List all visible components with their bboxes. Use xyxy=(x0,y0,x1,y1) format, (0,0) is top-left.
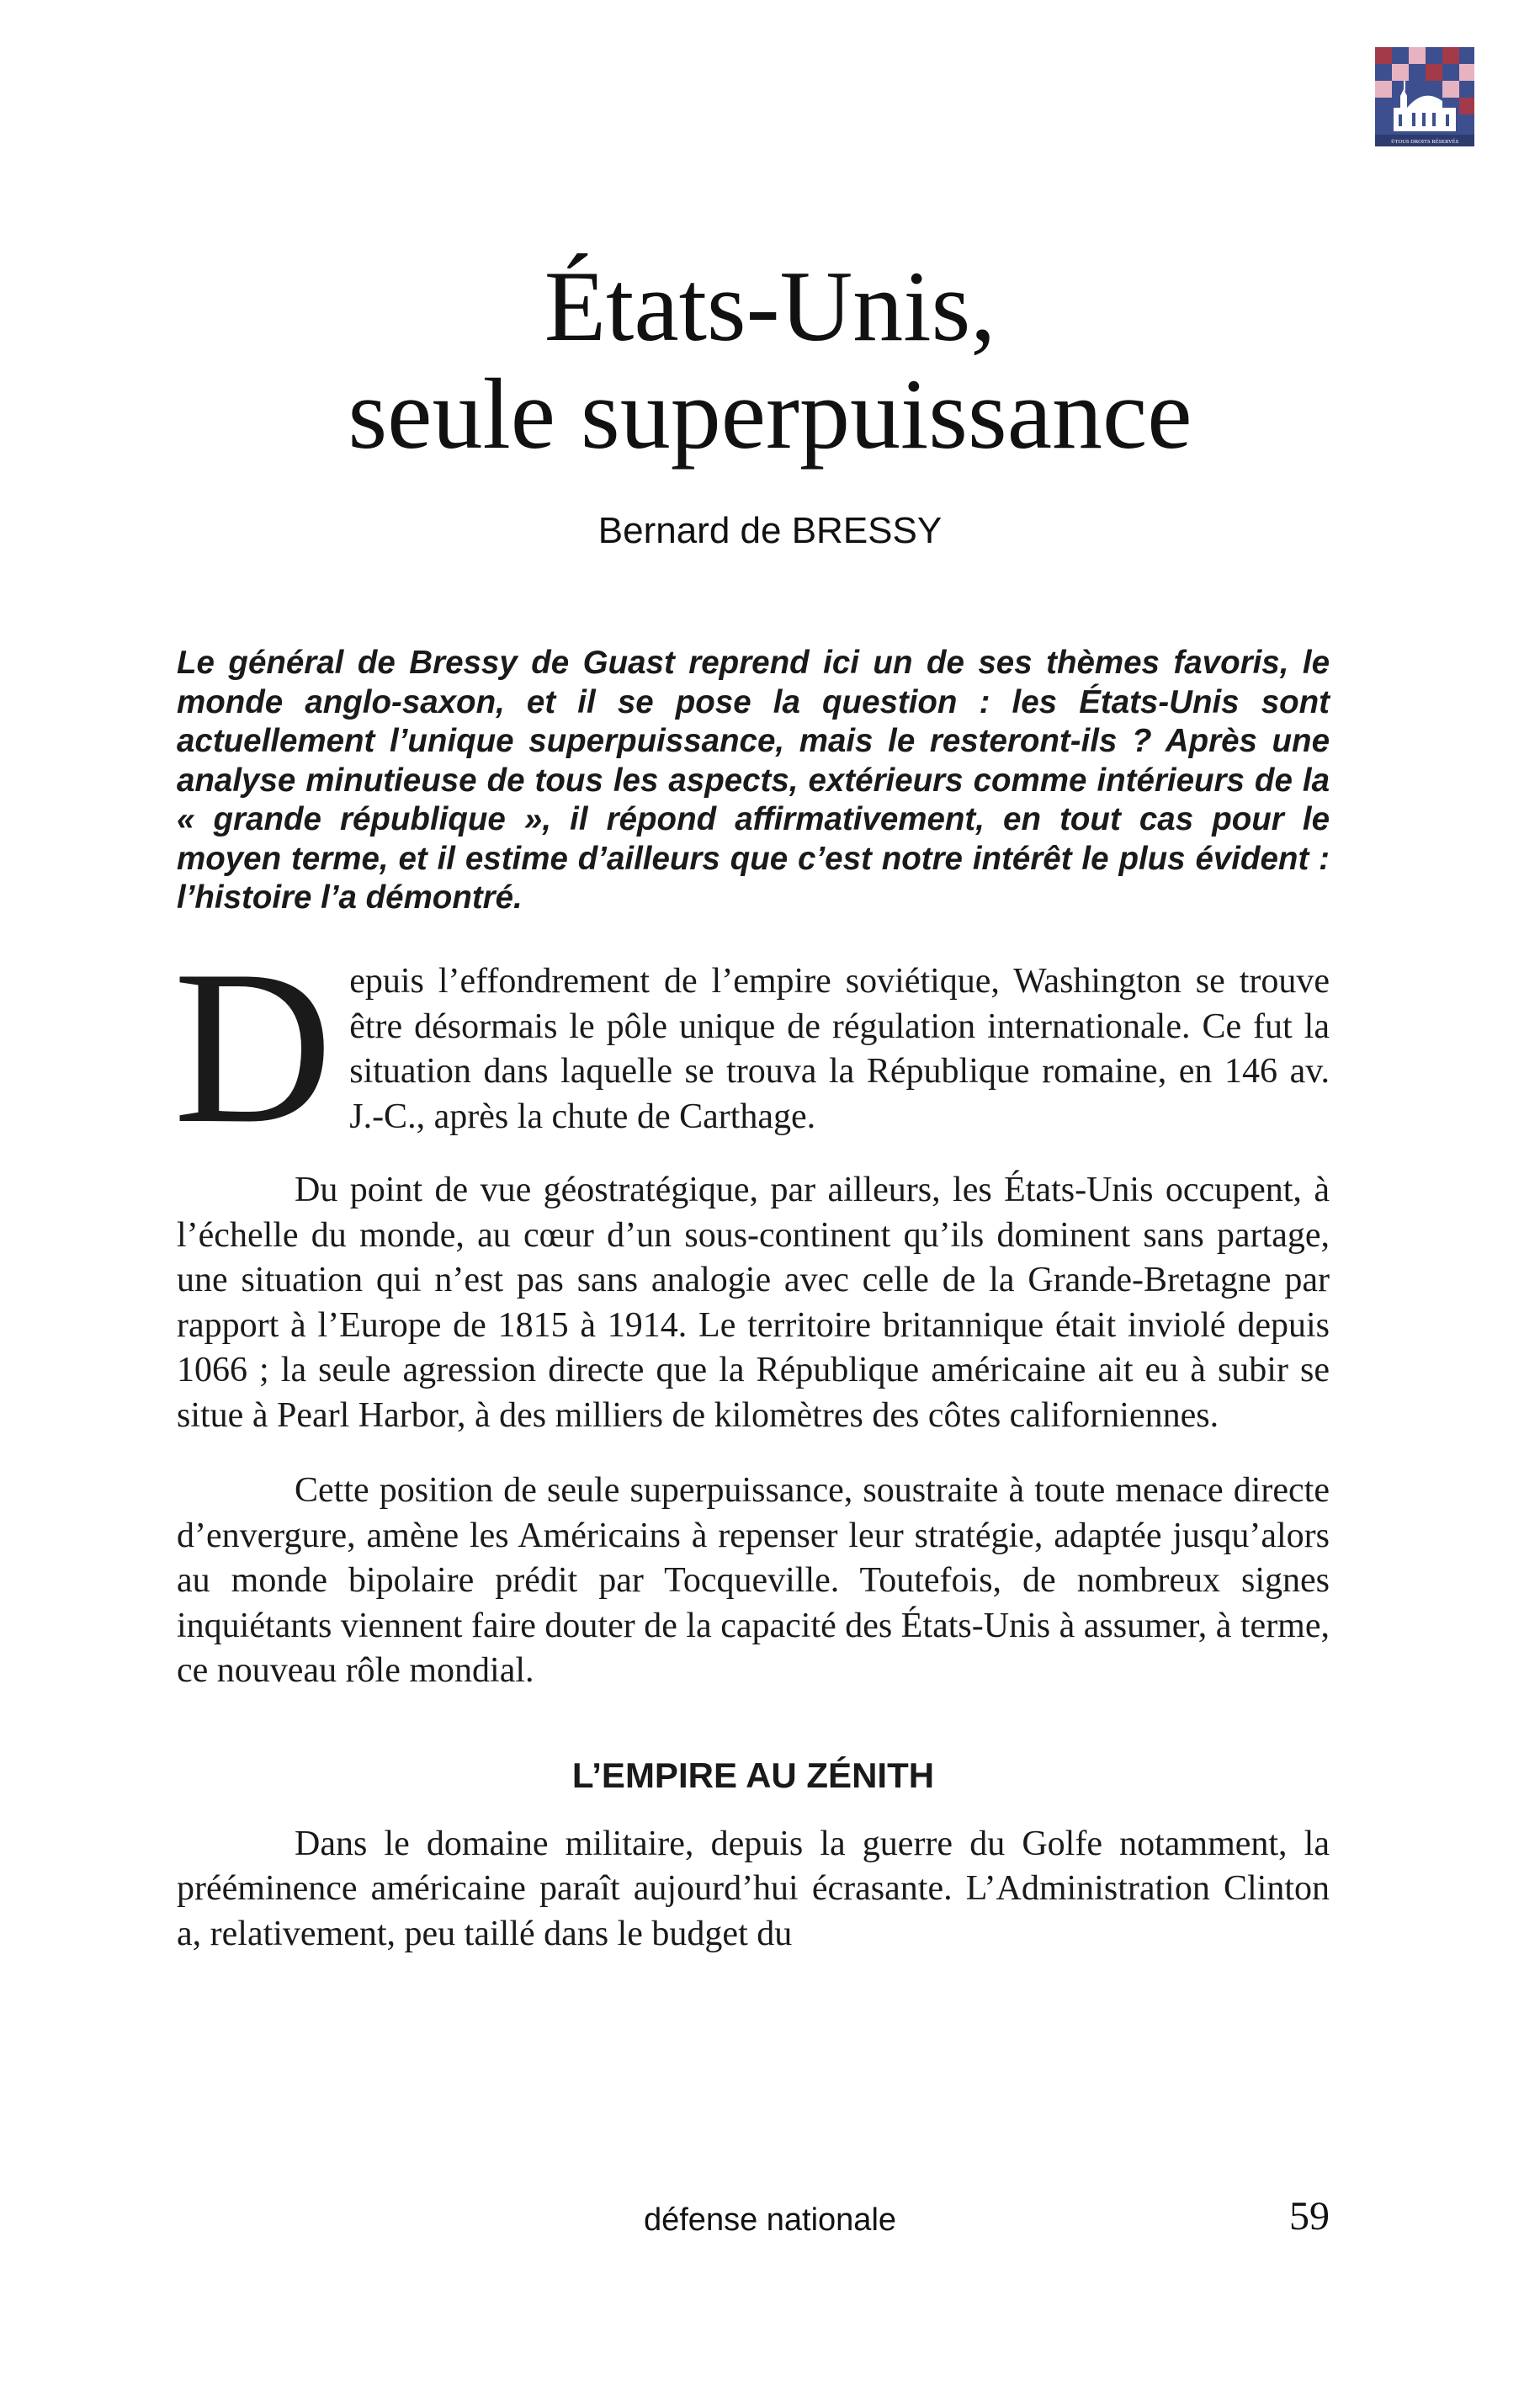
article-title xyxy=(0,252,1540,468)
publisher-logo xyxy=(1375,47,1474,146)
title-line-1: États-Unis, xyxy=(544,250,996,362)
paragraph-2: Du point de vue géostratégique, par ailleurs, les États-Unis occupent, à l’échelle du monde, au cœur d’un sous-continent qu’ils dominent sans partage, une situation qui n’est pas sans analogie avec celle de la Grande-Bretagne par rapport à l’Europe de 1815 à 1914. Le territoire britannique était inviolé depuis 1066 ; la seule agression directe que la République américaine ait eu à subir se situe à Pearl Harbor, à des milliers de kilomètres des côtes californiennes. xyxy=(177,1171,1330,1435)
eglise-dome-icon xyxy=(1375,47,1474,146)
drop-cap: D xyxy=(173,925,333,1169)
paragraph-1 xyxy=(173,925,1330,1169)
article-abstract: Le général de Bressy de Guast reprend ici un de ses thèmes favoris, le monde anglo-saxon, et il se pose la question : les États-Unis sont actuellement l’unique superpuissance, mais le resteront-ils ? Après une analyse minutieuse de tous les aspects, extérieurs comme intérieurs de la « grande république », il répond affirmativement, en tout cas pour le moyen terme, et il estime d’ailleurs que c’est notre intérêt le plus évident : l’histoire l’a démontré. xyxy=(177,645,1330,916)
paragraph-4: Dans le domaine militaire, depuis la guerre du Golfe notamment, la prééminence américaine paraît aujourd’hui écrasante. L’Administration Clinton a, relativement, peu taillé dans le budget du xyxy=(177,1824,1330,1953)
title-line-2: seule superpuissance xyxy=(348,358,1192,470)
paragraph-1-text: epuis l’effondrement de l’empire soviétique, Washington se trouve être désormais le pôle unique de régulation internationale. Ce fut la situation dans laquelle se trouva la République romaine, en 146 av. J.-C., après la chute de Carthage. xyxy=(349,962,1330,1136)
page-number: 59 xyxy=(1289,2194,1330,2239)
svg-text:©TOUS DROITS RÉSERVÉS: ©TOUS DROITS RÉSERVÉS xyxy=(1390,139,1459,145)
paragraph-3: Cette position de seule superpuissance, soustraite à toute menace directe d’envergure, amène les Américains à repenser leur stratégie, adaptée jusqu’alors au monde bipolaire prédit par Tocqueville. Toutefois, de nombreux signes inquiétants viennent faire douter de la capacité des États-Unis à assumer, à terme, ce nouveau rôle mondial. xyxy=(177,1471,1330,1690)
section-heading: L’EMPIRE AU ZÉNITH xyxy=(571,1755,935,1795)
article-body xyxy=(173,925,1330,1957)
author-name: Bernard de BRESSY xyxy=(597,510,943,551)
journal-name: défense nationale xyxy=(643,2202,897,2238)
